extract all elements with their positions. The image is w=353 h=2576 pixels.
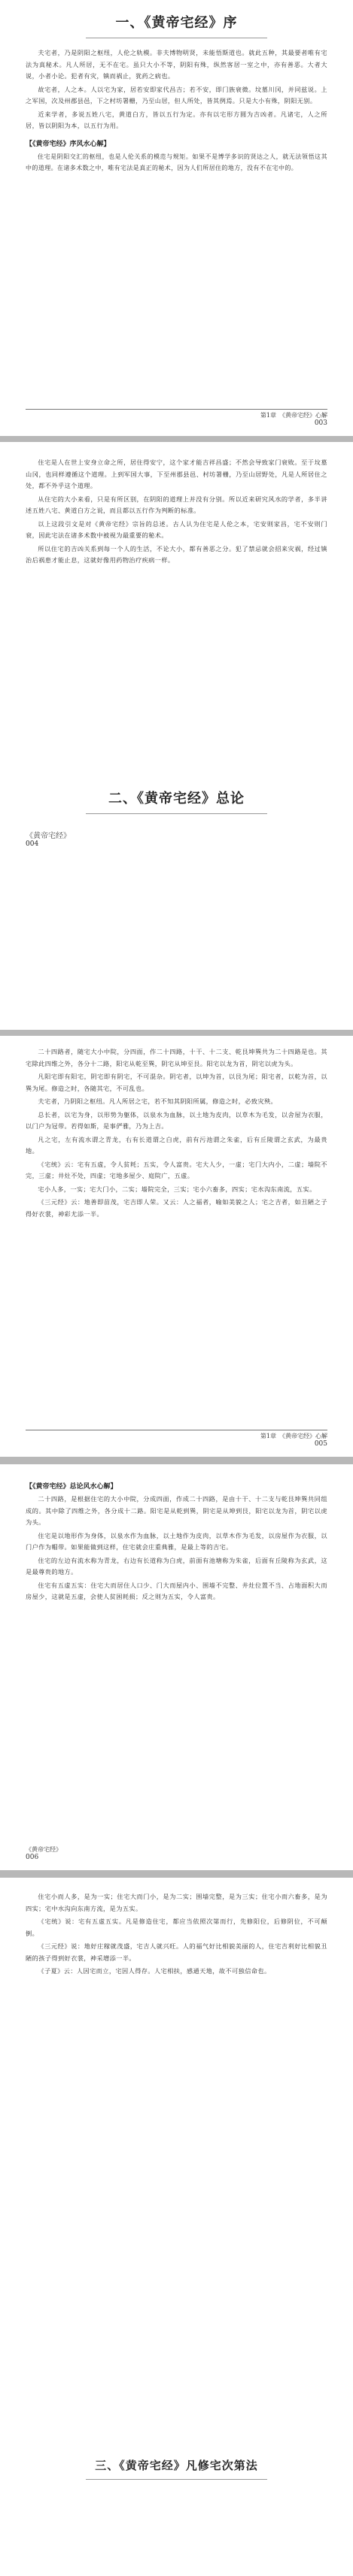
commentary-block xyxy=(26,151,327,174)
running-footer: 第1章 《黄帝宅经》心解 xyxy=(260,1433,327,1439)
book-page-5 xyxy=(0,1464,353,1870)
paragraph: 总长者，以宅为身，以形势为躯体，以泉水为血脉，以土地为皮肉，以草木为毛发，以舍屋为衣服，以门户为冠带。若得如斯，是事俨雅，乃为上吉。 xyxy=(26,1110,327,1130)
running-header: 《黄帝宅经》 xyxy=(26,832,71,840)
page-number: 005 xyxy=(314,1440,327,1448)
paragraph: 住宅是人在世上安身立命之所，居住得安宁，这个家才能吉祥昌盛；不然会导致家门衰败。至于坟墓山冈，也同样遵循这个道理。上到军国大事，下至州郡县邑、村坊署栅，乃至山居野处，凡是人所居住之处，都不外乎这个道理。 xyxy=(26,459,327,489)
book-page-3 xyxy=(0,765,353,1030)
paragraph: 《宅统》说：宅有五虚五实。凡是修造住宅，都应当依照次第而行，先修阳位，后修阴位，不可颠倒。 xyxy=(26,1918,327,1937)
paragraph: 夫宅者，乃是阴阳之枢纽，人伦之轨模。非夫博物明贤，未能悟斯道也。就此五种，其最要者唯有宅法为真秘术。凡人所居，无不在宅。虽只大小不等，阴阳有殊，纵然客居一室之中，亦有善恶。大者大说，小者小论。犯者有灾，镇而祸止，犹药之病也。 xyxy=(26,49,327,80)
paragraph: 《三元经》云：地善即苗茂，宅吉即人荣。又云：人之福者，喻如美貌之人；宅之吉者，如丑陋之子得好衣裳，神彩尤添一半。 xyxy=(26,1198,327,1218)
page-number: 004 xyxy=(26,840,39,848)
book-page-4 xyxy=(0,1036,353,1457)
paragraph: 住宅小而人多，是为一实；住宅大而门小，是为二实；围墙完整，是为三实；住宅小而六畜多，是为四实；宅中水沟向东南方流，是为五实。 xyxy=(26,1893,327,1912)
paragraph: 《子夏》云：人因宅而立，宅因人得存。人宅相扶，感通天地，故不可独信命也。 xyxy=(38,1967,271,1975)
paragraph: 《宅统》云：宅有五虚，令人贫耗；五实，令人富贵。宅大人少，一虚；宅门大内小，二虚；墙院不完，三虚；井灶不处，四虚；宅地多屋少、庭院广，五虚。 xyxy=(26,1160,327,1179)
paragraph: 《三元经》说：地好庄稼就茂盛，宅吉人就兴旺。人的福气好比相貌美丽的人，住宅吉利好比相貌丑陋的孩子得到好衣裳，神采增添一半。 xyxy=(26,1942,327,1962)
divider xyxy=(86,813,267,814)
page-footer xyxy=(26,409,327,427)
chapter-title: 一、《黄帝宅经》序 xyxy=(115,15,238,31)
paragraph: 住宅的左边有流水称为青龙，右边有长道称为白虎，前面有池塘称为朱雀，后面有丘陵称为玄武，这是最尊贵的地方。 xyxy=(26,1556,327,1576)
page-number: 006 xyxy=(26,1854,39,1861)
paragraph: 住宅有五虚五实：住宅大而居住人口少、门大而屋内小、围墙不完整、井灶位置不当、占地面积大而房屋少，这就是五虚，会使人贫困耗损；反之则为五实，令人富贵。 xyxy=(26,1581,327,1600)
book-page-6 xyxy=(0,1878,353,2576)
paragraph: 所以住宅的吉凶关系到每一个人的生活，不论大小，都有善恶之分。犯了禁忌就会招来灾祸，经过镇治后祸患才能止息，这就好像用药物治疗疾病一样。 xyxy=(26,544,327,564)
paragraph: 凡之宅，左有流水谓之青龙，右有长道谓之白虎，前有污池谓之朱雀，后有丘陵谓之玄武，为最贵地。 xyxy=(26,1135,327,1155)
section-heading: 【《黄帝宅经》总论风水心解】 xyxy=(26,1483,117,1491)
paragraph: 从住宅的大小来看，只是有所区别，在阴阳的道理上并没有分别。所以近来研究风水的学者，多半讲述五姓八宅、黄道白方之说，而且都以五行作为判断的标准。 xyxy=(26,495,327,514)
chapter-title: 二、《黄帝宅经》总论 xyxy=(108,791,245,807)
paragraph: 二十四路者，随宅大小中院，分四面，作二十四路，十干、十二支、乾艮坤巽共为二十四路是也。其宅除此四维之外，各分十二路，阳宅从乾至巽，阴宅从坤至艮。阳宅以龙为首，阴宅以虎为头。 xyxy=(26,1048,327,1067)
paragraph: 凡阳宅即有阳宅，阴宅即有阴宅，不可混杂。阴宅者，以坤为首，以艮为尾；阳宅者，以乾为首，以巽为尾。修造之时，各随其宅，不可乱也。 xyxy=(26,1073,327,1092)
book-page-2 xyxy=(0,442,353,765)
paragraph: 宅小人多，一实；宅大门小，二实；墙院完全，三实；宅小六畜多，四实；宅水沟东南流，五实。 xyxy=(38,1185,316,1193)
divider xyxy=(86,2479,267,2480)
chapter-title: 三、《黄帝宅经》凡修宅次第法 xyxy=(95,2458,258,2472)
page-footer xyxy=(26,1430,327,1448)
page-number: 003 xyxy=(314,419,327,427)
paragraph: 以上这段引文是对《黄帝宅经》宗旨的总述。古人认为住宅是人伦之本，宅安则家昌，宅不安则门衰，因此宅法在诸多术数中被视为最重要的秘术。 xyxy=(26,519,327,539)
paragraph: 住宅是以地形作为身体，以泉水作为血脉，以土地作为皮肉，以草木作为毛发，以房屋作为衣服，以门户作为帽带。如果能做到这样，住宅就会庄重典雅，是最上等的吉宅。 xyxy=(26,1531,327,1551)
paragraph: 故宅者，人之本。人以宅为家，居若安即家代昌吉；若不安，即门族衰微。坟墓川冈，并同兹说。上之军国，次及州郡县邑，下之村坊署栅，乃至山居，但人所处，皆其例焉。只是大小有殊，阴阳无别。 xyxy=(26,85,327,104)
page-footer xyxy=(26,1844,327,1861)
running-footer: 《黄帝宅经》 xyxy=(26,1846,62,1853)
running-footer: 第1章 《黄帝宅经》心解 xyxy=(260,412,327,419)
paragraph: 住宅是阴阳交汇的枢纽，也是人伦关系的模范与规矩。如果不是博学多识的贤达之人，就无法领悟这其中的道理。在诸多术数之中，唯有宅法是真正的秘术，因为人们所居住的地方，没有不在宅中的。 xyxy=(26,153,327,171)
section-heading: 【《黄帝宅经》序风水心解】 xyxy=(26,140,111,148)
paragraph: 夫宅者，乃阴阳之枢纽。凡人所居之宅，若不知其阴阳所属，修造之时，必致灾殃。 xyxy=(38,1097,278,1105)
paragraph: 近来学者，多说五姓八宅，黄道白方，皆以五行为定。亦有以宅形方圆为吉凶者。凡诸宅，人之所居，皆以阴阳为本，以五行为用。 xyxy=(26,110,327,129)
book-page-1 xyxy=(0,0,353,436)
paragraph: 二十四路，是根据住宅的大小中院，分成四面，作成二十四路，是由十干、十二支与乾艮坤巽共同组成的。其中除了四维之外，各分成十二路。阳宅是从乾到巽，阴宅是从坤到艮，阳宅以龙为首，阴宅以虎为头。 xyxy=(26,1495,327,1526)
